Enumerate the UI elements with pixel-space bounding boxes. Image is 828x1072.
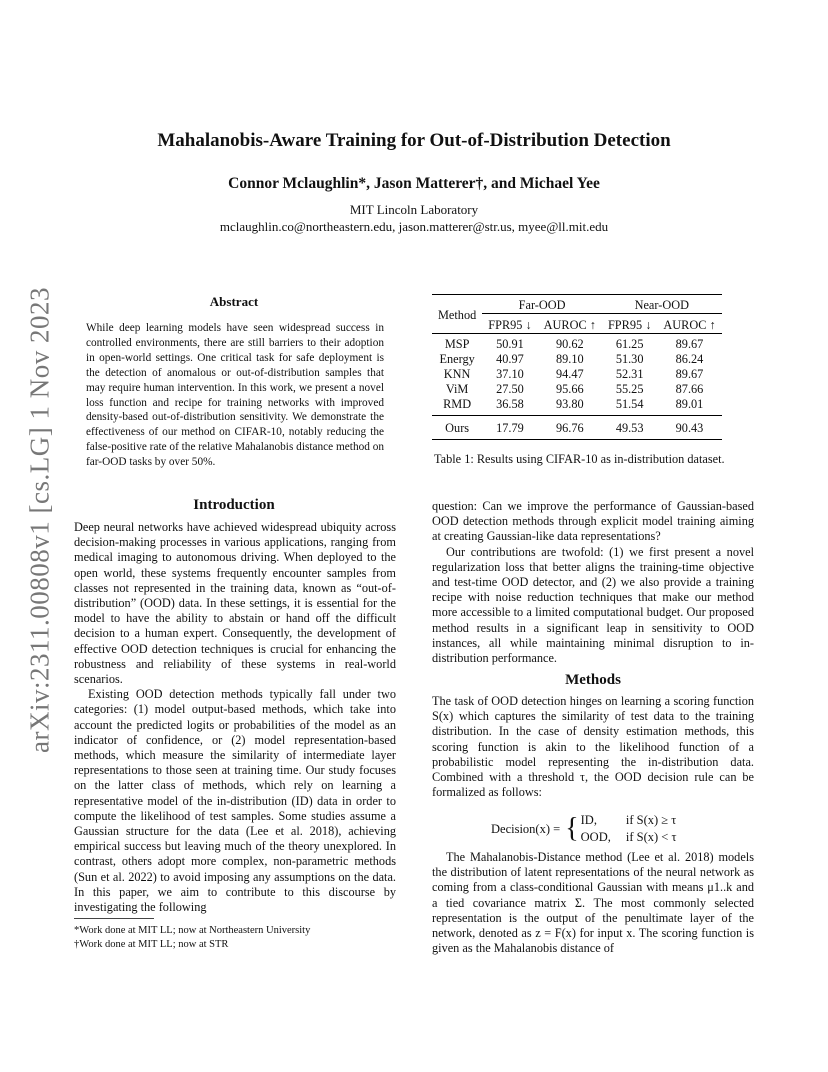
footnote-2: †Work done at MIT LL; now at STR (74, 939, 229, 950)
methods-paragraph-2-wrap (432, 850, 754, 956)
cell: 86.24 (675, 352, 704, 366)
affiliation: MIT Lincoln Laboratory (349, 202, 479, 217)
row-method: KNN (443, 367, 471, 381)
table-caption: Table 1: Results using CIFAR-10 as in-distribution dataset. (434, 452, 725, 466)
methods-heading: Methods (565, 672, 621, 688)
equation-lhs: Decision(x) = (491, 821, 561, 836)
introduction-heading: Introduction (193, 497, 275, 513)
paper-title: Mahalanobis-Aware Training for Out-of-Distribution Detection (157, 130, 671, 151)
methods-paragraph-1: The task of OOD detection hinges on learning a scoring function S(x) which captures the similarity of test data to the training distribution. In the case of density estimation methods, this scoring function is akin to the likelihood function of a probabilistic model representing the in-distribution data. Combined with a threshold τ, the OOD decision rule can be formalized as follows: (432, 694, 754, 800)
equation-case-ood: OOD, (580, 830, 611, 844)
ours-cell: 49.53 (615, 421, 644, 435)
arxiv-sidebar (10, 270, 70, 770)
intro-paragraph-1: Deep neural networks have achieved widespread ubiquity across decision-making processes in various applications, ranging from medical imaging to autonomous driving. When deployed to the open world, these systems frequently encounter samples from classes not represented in the training data, known as “out-of-distribution” (OOD) data. In these settings, it is essential for the model to have the ability to abstain or hand off the difficult decision to a human expert. Consequently, the development of effective OOD detection techniques is crucial for enhancing the robustness and reliability of these systems in real-world scenarios. (74, 520, 396, 687)
results-table (432, 294, 722, 440)
abstract-text: While deep learning models have seen widespread success in controlled environments, there are still barriers to their adoption in open-world settings. One critical task for safe deployment is the detection of anomalous or out-of-distribution samples that may require human intervention. In this work, we present a novel loss function and recipe for training networks with improved density-based out-of-distribution sensitivity. We demonstrate the effectiveness of our method on CIFAR-10, notably reducing the false-positive rate of the relative Mahalanobis distance method on far-OOD tasks by over 50%. (86, 322, 385, 469)
ours-method: Ours (445, 421, 470, 435)
cell: 94.47 (555, 367, 584, 381)
arxiv-id: arXiv:2311.00808v1 [cs.LG] 1 Nov 2023 (24, 287, 55, 753)
cell: 89.67 (675, 367, 704, 381)
ours-cell: 96.76 (555, 421, 584, 435)
intro-paragraph-4: Our contributions are twofold: (1) we first present a novel regularization loss that better aligns the training-time objective and test-time OOD detector, and (2) we also provide a training recipe with noise reduction techniques that make our method more accessible to a limited computational budget. Our proposed method results in a significant leap in sensitivity to OOD instances, all while maintaining minimal disruption to in-distribution performance. (432, 544, 754, 666)
cell: 50.91 (496, 337, 524, 351)
subheader: AUROC ↑ (657, 314, 721, 334)
results-table-wrap (432, 294, 722, 440)
cell: 37.10 (496, 367, 524, 381)
cell: 89.10 (555, 352, 584, 366)
cell: 36.58 (496, 397, 524, 411)
cell: 61.25 (615, 337, 644, 351)
cell: 89.01 (675, 397, 704, 411)
brace: { (565, 813, 579, 844)
cell: 90.62 (555, 337, 584, 351)
introduction-right-column (432, 499, 754, 666)
footnote-1: *Work done at MIT LL; now at Northeastern University (74, 925, 311, 936)
cell: 87.66 (675, 382, 704, 396)
decision-equation (490, 812, 677, 846)
cell: 51.30 (615, 352, 644, 366)
cell: 95.66 (555, 382, 584, 396)
cell: 40.97 (496, 352, 524, 366)
row-method: Energy (439, 352, 475, 366)
equation-cond-2: if S(x) < τ (625, 830, 677, 844)
cell: 89.67 (675, 337, 704, 351)
introduction-left-column (74, 520, 396, 915)
subheader: FPR95 ↓ (482, 314, 537, 334)
cell: 51.54 (615, 397, 644, 411)
row-method: RMD (443, 397, 472, 411)
row-method: ViM (445, 382, 469, 396)
footnote-rule (74, 918, 154, 919)
subheader: FPR95 ↓ (602, 314, 657, 334)
group-header-near: Near-OOD (634, 298, 689, 312)
cell: 55.25 (615, 382, 644, 396)
group-header-far: Far-OOD (518, 298, 566, 312)
paper-authors: Connor Mclaughlin*, Jason Matterer†, and Michael Yee (228, 175, 600, 192)
subheader: AUROC ↑ (538, 314, 602, 334)
affiliation-block (0, 201, 828, 235)
ours-cell: 90.43 (675, 421, 704, 435)
methods-paragraph-2: The Mahalanobis-Distance method (Lee et al. 2018) models the distribution of latent representations of the neural network as coming from a class-conditional Gaussian with means μ1..k and a tied covariance matrix Σ. The most commonly selected representation is the output of the penultimate layer of the network, denoted as z = F(x) for input x. The scoring function is given as the Mahalanobis distance of (432, 850, 754, 956)
cell: 27.50 (496, 382, 524, 396)
equation-cond-1: if S(x) ≥ τ (625, 813, 677, 827)
cell: 52.31 (615, 367, 644, 381)
equation-case-id: ID, (580, 813, 597, 827)
ours-cell: 17.79 (496, 421, 524, 435)
row-method: MSP (444, 337, 470, 351)
intro-paragraph-3: question: Can we improve the performance of Gaussian-based OOD detection methods through explicit model training aiming at creating Gaussian-like data representations? (432, 499, 754, 544)
footnotes (74, 924, 394, 952)
method-header: Method (438, 308, 477, 322)
intro-paragraph-2: Existing OOD detection methods typically fall under two categories: (1) model output-based methods, which take into account the predicted logits or probabilities of the model as an indicator of confidence, or (2) model representation-based methods, which measure the similarity of intermediate layer representations to those seen at training time. Our study focuses on the latter class of methods, which rely on learning a representative model of the in-distribution (ID) data in order to compute the likelihood of test samples. Some studies assume a Gaussian structure for the data (Lee et al. 2018), achieving empirical success but leaving much of the theory unexplored. In contrast, others adopt more complex, non-parametric methods (Sun et al. 2022) to avoid imposing any assumptions on the data. In this paper, we aim to contribute to this discourse by investigating the following (74, 687, 396, 915)
abstract-heading: Abstract (209, 294, 259, 309)
cell: 93.80 (555, 397, 584, 411)
emails: mclaughlin.co@northeastern.edu, jason.matterer@str.us, myee@ll.mit.edu (219, 219, 609, 234)
